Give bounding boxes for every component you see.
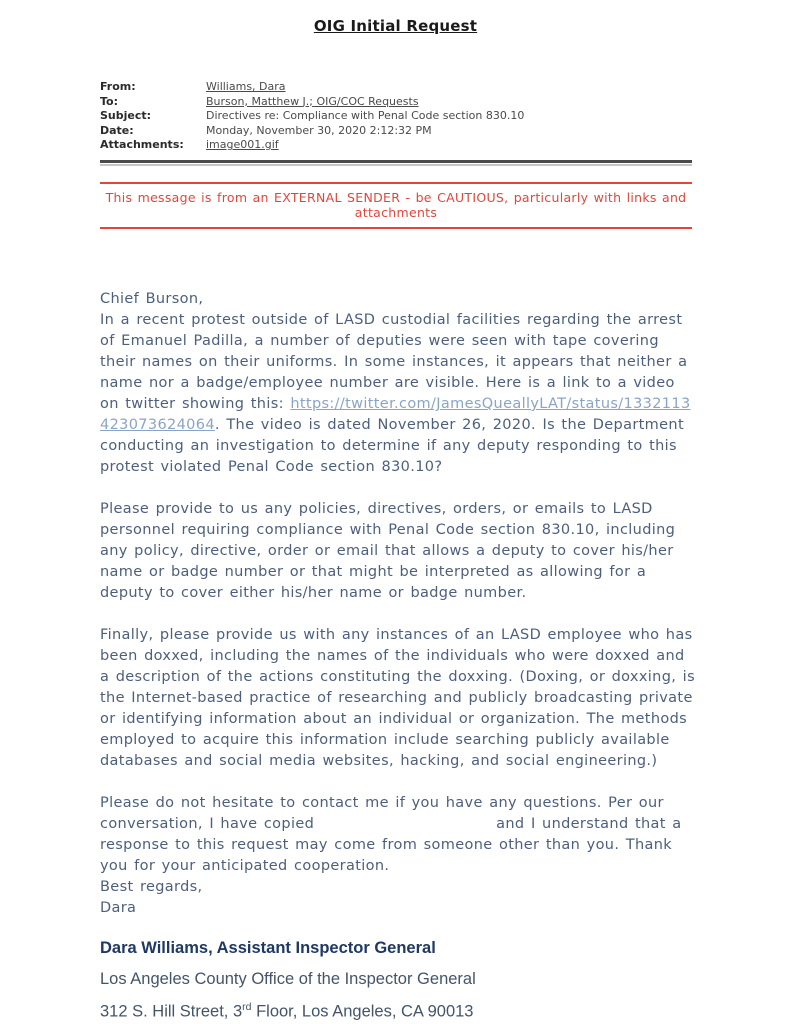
- signature-address: [100, 1001, 791, 1022]
- subject-label: Subject:: [100, 109, 152, 123]
- address-street: 312 S. Hill Street, 3: [100, 1002, 243, 1021]
- header-row-from: [100, 80, 692, 95]
- closing-text-after-redaction: and I understand that a response to this request may come from someone other than you. Thank you for your anticipated cooperation.: [100, 815, 682, 874]
- header-row-subject: [100, 109, 692, 124]
- closing-text-before-redaction: Please do not hesitate to contact me if you have any questions. Per our conversation, I have copied: [100, 794, 664, 832]
- sender-signoff: Dara: [100, 899, 137, 916]
- header-row-to: [100, 95, 692, 110]
- signature-name-title: Dara Williams, Assistant Inspector General: [100, 938, 436, 957]
- signature-block: [100, 939, 791, 1022]
- header-row-attachments: [100, 138, 692, 153]
- twitter-link[interactable]: https://twitter.com/JamesQueallyLAT/status/1332113423073624064: [100, 395, 691, 433]
- signature-organization: Los Angeles County Office of the Inspector General: [100, 969, 476, 988]
- header-divider: [100, 160, 692, 166]
- attachments-label: Attachments:: [100, 138, 184, 152]
- date-label: Date:: [100, 123, 134, 137]
- to-label: To:: [100, 94, 118, 108]
- paragraph-1-continued: . The video is dated November 26, 2020. Is the Department conducting an investigation to determine if any deputy responding to this protest violated Penal Code section 830.10?: [100, 416, 684, 475]
- document-title-row: [0, 0, 791, 35]
- from-value[interactable]: Williams, Dara: [206, 80, 286, 93]
- header-row-date: [100, 124, 692, 139]
- external-sender-warning: This message is from an EXTERNAL SENDER - be CAUTIOUS, particularly with links and attachments: [100, 182, 692, 229]
- paragraph-doxxing-request: Finally, please provide us with any instances of an LASD employee who has been doxxed, including the names of the individuals who were doxxed and a description of the actions constituting the doxxing. (Doxing, or doxxing, is the Internet-based practice of researching and publicly broadcasting private or identifying information about an individual or organization. The methods employed to acquire this information include searching publicly available databases and social media websites, hacking, and social engineering.): [100, 626, 695, 769]
- page-title: OIG Initial Request: [313, 17, 478, 35]
- email-header: [100, 80, 692, 153]
- paragraph-intro: [100, 289, 696, 478]
- subject-value: Directives re: Compliance with Penal Code section 830.10: [206, 109, 525, 123]
- closing-salutation: Best regards,: [100, 878, 203, 895]
- from-label: From:: [100, 80, 136, 93]
- paragraph-closing: [100, 793, 696, 919]
- paragraph-policies-request: Please provide to us any policies, directives, orders, or emails to LASD personnel requiring compliance with Penal Code section 830.10, including any policy, directive, order or email that allows a deputy to cover his/her name or badge number or that might be interpreted as allowing for a deputy to cover either his/her name or badge number.: [100, 500, 676, 601]
- email-body: [100, 289, 696, 919]
- paragraph-1-text: In a recent protest outside of LASD custodial facilities regarding the arrest of Emanuel Padilla, a number of deputies were seen with tape covering their names on their uniforms. In some instances, it appears that neither a name nor a badge/employee number are visible. Here is a link to a video on twitter showing this:: [100, 311, 688, 412]
- date-value: Monday, November 30, 2020 2:12:32 PM: [206, 123, 432, 137]
- redacted-name-gap: [314, 827, 496, 828]
- address-city-state: Floor, Los Angeles, CA 90013: [251, 1002, 474, 1021]
- attachment-link[interactable]: image001.gif: [206, 138, 279, 152]
- salutation: Chief Burson,: [100, 290, 204, 307]
- to-value[interactable]: Burson, Matthew J.; OIG/COC Requests: [206, 94, 419, 108]
- address-ordinal-suffix: rd: [242, 1000, 252, 1013]
